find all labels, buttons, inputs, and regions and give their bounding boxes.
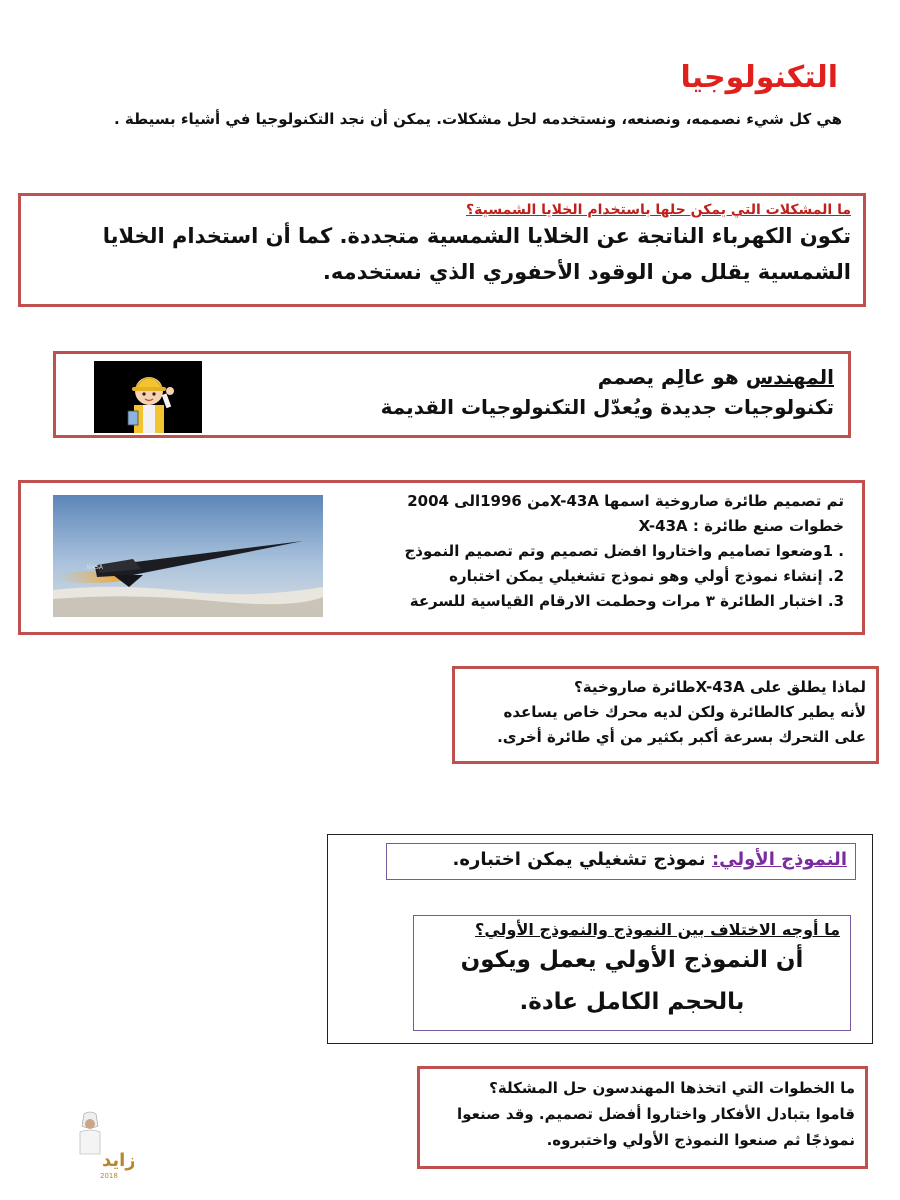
x43a-line-3: . 1وضعوا تصاميم واختاروا افضل تصميم وتم تصميم النموذج — [404, 542, 844, 560]
solar-question-box — [18, 193, 866, 307]
engineer-steps-question: ما الخطوات التي اتخذها المهندسون حل المشكلة؟ — [489, 1079, 855, 1097]
difference-answer: أن النموذج الأولي يعمل ويكون بالحجم الكامل عادة. — [460, 947, 804, 1015]
solar-answer: تكون الكهرباء الناتجة عن الخلايا الشمسية متجددة. كما أن استخدام الخلايا الشمسية يقلل من الوقود الأحفوري الذي نستخدمه. — [102, 224, 851, 284]
engineer-line1: هو عالِم يصمم — [597, 365, 746, 389]
engineer-definition-box — [53, 351, 851, 438]
x43a-line-5: 3. اختبار الطائرة ٣ مرات وحطمت الارقام القياسية للسرعة — [409, 592, 844, 610]
x43a-box — [18, 480, 865, 635]
x43a-aircraft-image — [53, 495, 323, 617]
x43a-line-1: تم تصميم طائرة صاروخية اسمها X-43Aمن 1996الى 2004 — [407, 492, 844, 510]
engineer-illustration — [94, 361, 202, 433]
engineer-line2: تكنولوجيات جديدة ويُعدّل التكنولوجيات القديمة — [380, 395, 834, 419]
rocket-plane-answer-1: لأنه يطير كالطائرة ولكن لديه محرك خاص يساعده — [503, 703, 866, 721]
difference-box — [413, 915, 851, 1031]
x43a-image-label: NASA — [86, 564, 103, 571]
engineer-steps-answer-1: قاموا بتبادل الأفكار واختاروا أفضل تصميم. وقد صنعوا — [457, 1105, 855, 1123]
solar-question: ما المشكلات التي يمكن حلها باستخدام الخلايا الشمسية؟ — [466, 202, 851, 218]
engineer-term: المهندس — [745, 365, 834, 389]
prototype-definition: نموذج تشغيلي يمكن اختباره. — [452, 849, 712, 870]
engineer-steps-answer-2: نموذجًا ثم صنعوا النموذج الأولي واختبروه. — [546, 1131, 855, 1149]
zayed-logo-text: زايد — [102, 1150, 134, 1171]
engineer-steps-box — [417, 1066, 868, 1169]
zayed-logo-year: 2018 — [100, 1172, 118, 1180]
prototype-term: النموذج الأولي: — [711, 849, 847, 870]
rocket-plane-question: لماذا يطلق على X-43Aطائرة صاروخية؟ — [574, 678, 866, 696]
difference-question: ما أوجه الاختلاف بين النموذج والنموذج الأولي؟ — [475, 920, 840, 939]
prototype-definition-box — [386, 843, 856, 880]
page-title: التكنولوجيا — [680, 60, 838, 95]
intro-text: هي كل شيء نصممه، ونصنعه، ونستخدمه لحل مشكلات. يمكن أن نجد التكنولوجيا في أشياء بسيطة . — [114, 110, 842, 128]
prototype-section — [327, 834, 873, 1044]
rocket-plane-question-box — [452, 666, 879, 764]
rocket-plane-answer-2: على التحرك بسرعة أكبر بكثير من أي طائرة أخرى. — [497, 728, 866, 746]
x43a-line-2: خطوات صنع طائرة : X-43A — [638, 517, 844, 535]
x43a-line-4: 2. إنشاء نموذج أولي وهو نموذج تشغيلي يمكن اختباره — [449, 567, 844, 585]
zayed-year-logo — [74, 1110, 134, 1180]
